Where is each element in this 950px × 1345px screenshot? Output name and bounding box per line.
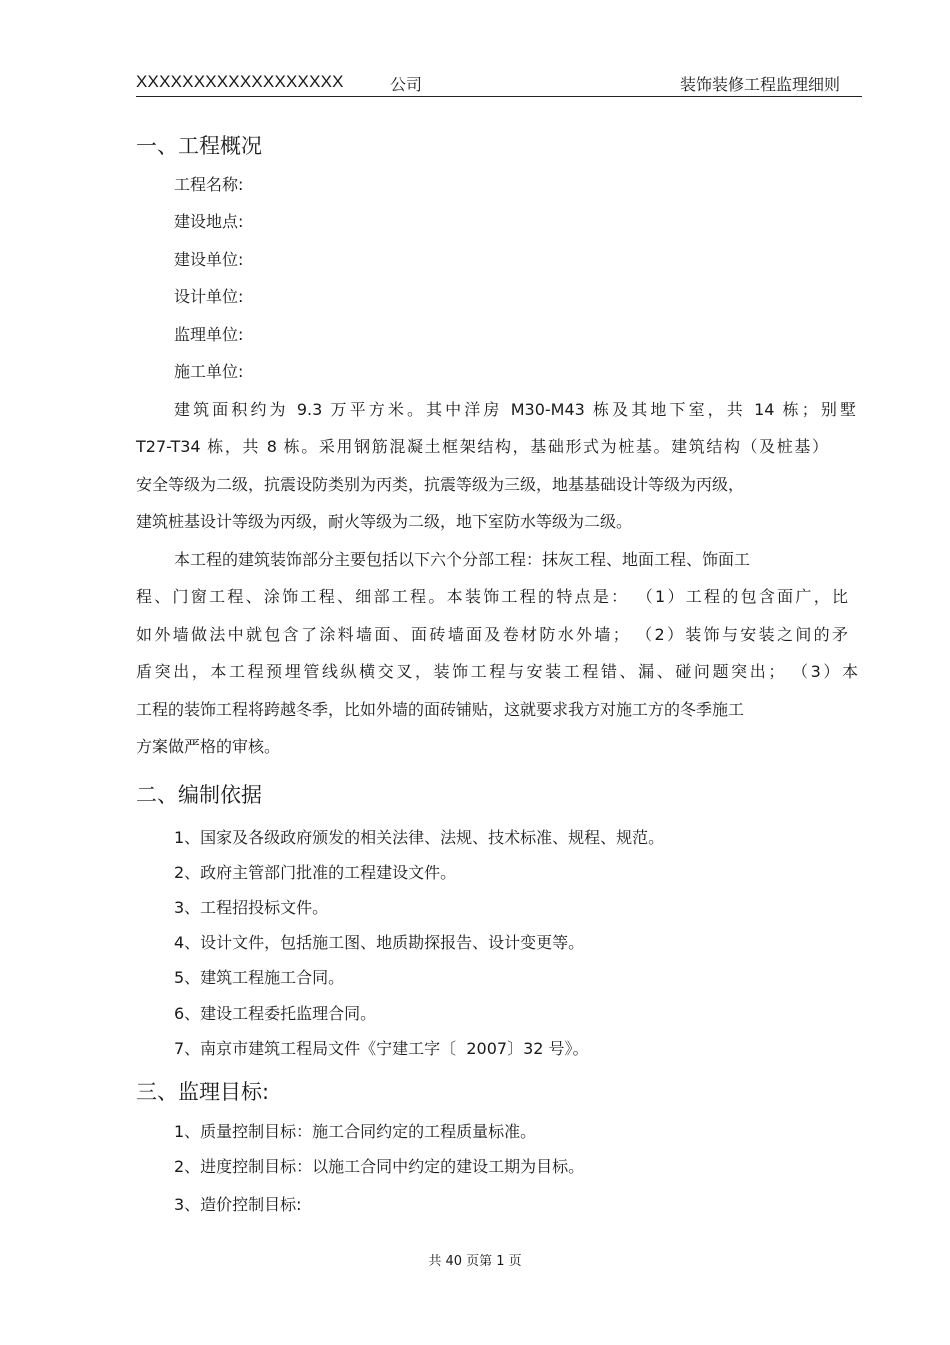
para1-line: 建筑桩基设计等级为丙级，耐火等级为二级，地下室防水等级为二级。 bbox=[136, 512, 633, 531]
para2-line: 如外墙做法中就包含了涂料墙面、面砖墙面及卷材防水外墙； （2）装饰与安装之间的矛 bbox=[136, 625, 848, 644]
field-project-name: 工程名称: bbox=[174, 175, 244, 194]
page-header bbox=[136, 72, 862, 97]
section2-heading: 二、编制依据 bbox=[136, 783, 262, 807]
para1-line: T27-T34 栋，共 8 栋。采用钢筋混凝土框架结构，基础形式为桩基。建筑结构（及桩基） bbox=[136, 437, 828, 456]
field-designer: 设计单位: bbox=[174, 287, 244, 306]
basis-item: 1、国家及各级政府颁发的相关法律、法规、技术标准、规程、规范。 bbox=[174, 828, 665, 847]
basis-item: 3、工程招投标文件。 bbox=[174, 898, 329, 917]
header-company: XXXXXXXXXXXXXXXXXX bbox=[136, 72, 344, 91]
basis-item: 6、建设工程委托监理合同。 bbox=[174, 1004, 377, 1023]
para2-line: 工程的装饰工程将跨越冬季，比如外墙的面砖铺贴，这就要求我方对施工方的冬季施工 bbox=[136, 700, 745, 719]
para2-line: 本工程的建筑装饰部分主要包括以下六个分部工程：抹灰工程、地面工程、饰面工 bbox=[174, 550, 751, 569]
section3-heading: 三、监理目标: bbox=[136, 1080, 270, 1104]
section1-heading: 一、工程概况 bbox=[136, 134, 262, 158]
para2-line: 方案做严格的审核。 bbox=[136, 737, 281, 756]
field-site: 建设地点: bbox=[174, 212, 244, 231]
basis-item: 2、政府主管部门批准的工程建设文件。 bbox=[174, 863, 457, 882]
para1-line: 安全等级为二级，抗震设防类别为丙类，抗震等级为三级，地基基础设计等级为丙级， bbox=[136, 475, 745, 494]
basis-item: 5、建筑工程施工合同。 bbox=[174, 968, 345, 987]
basis-item: 7、南京市建筑工程局文件《宁建工字〔 2007〕32 号》。 bbox=[174, 1039, 589, 1058]
para2-line: 盾突出，本工程预埋管线纵横交叉，装饰工程与安装工程错、漏、碰问题突出； （3）本 bbox=[136, 662, 858, 681]
page-footer: 共 40 页第 1 页 bbox=[428, 1254, 522, 1269]
goal-item: 1、质量控制目标：施工合同约定的工程质量标准。 bbox=[174, 1122, 537, 1141]
field-contractor: 施工单位: bbox=[174, 362, 244, 381]
header-doc-title: 装饰装修工程监理细则 bbox=[679, 75, 840, 94]
field-owner: 建设单位: bbox=[174, 250, 244, 269]
goal-item: 3、造价控制目标: bbox=[174, 1195, 302, 1214]
basis-item: 4、设计文件，包括施工图、地质勘探报告、设计变更等。 bbox=[174, 933, 585, 952]
para2-line: 程、门窗工程、涂饰工程、细部工程。本装饰工程的特点是： （1）工程的包含面广，比 bbox=[136, 587, 848, 606]
goal-item: 2、进度控制目标：以施工合同中约定的建设工期为目标。 bbox=[174, 1157, 585, 1176]
para1-line: 建筑面积约为 9.3 万平方米。其中洋房 M30-M43 栋及其地下室，共 14 栋；别墅 bbox=[174, 400, 856, 419]
field-supervisor: 监理单位: bbox=[174, 325, 244, 344]
header-company-suffix: 公司 bbox=[390, 75, 423, 94]
